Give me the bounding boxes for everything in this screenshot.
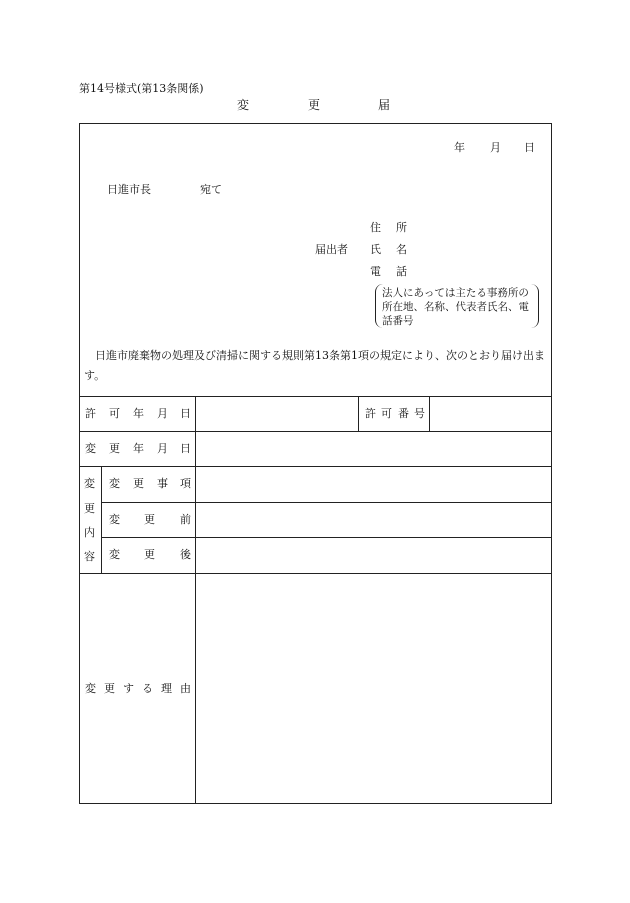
change-date-char-2: 更 (109, 442, 120, 455)
after-change-char-2: 更 (144, 548, 155, 561)
address-label-char-2: 所 (396, 221, 407, 234)
permit-number-char-2: 可 (381, 407, 392, 420)
date-month: 月 (490, 141, 501, 154)
change-content-char-1: 変 (84, 477, 95, 490)
permit-date-char-5: 日 (180, 407, 191, 420)
name-label-char-2: 名 (396, 243, 407, 256)
after-change-char-3: 後 (180, 548, 191, 561)
table-line-6 (79, 573, 552, 574)
table-col-permit-no-left (358, 396, 359, 431)
title-char-2: 更 (308, 98, 321, 112)
corporate-note: 法人にあっては主たる事務所の所在地、名称、代表者氏名、電話番号 (375, 284, 539, 328)
phone-label-char-1: 電 (370, 265, 381, 278)
reason-char-2: 更 (104, 682, 115, 695)
table-col-content (101, 466, 102, 573)
change-date-char-5: 日 (180, 442, 191, 455)
before-change-char-1: 変 (109, 513, 120, 526)
reason-char-1: 変 (85, 682, 96, 695)
table-line-3 (79, 466, 552, 467)
permit-number-char-1: 許 (365, 407, 376, 420)
reason-char-6: 由 (180, 682, 191, 695)
change-content-char-4: 容 (84, 550, 95, 563)
title-char-1: 変 (237, 98, 250, 112)
permit-date-char-3: 年 (133, 407, 144, 420)
reason-char-3: す (123, 682, 134, 695)
regulation-text: 日進市廃棄物の処理及び清掃に関する規則第13条第1項の規定により、次のとおり届け出ます。 (84, 349, 545, 382)
address-label-char-1: 住 (370, 221, 381, 234)
before-change-char-3: 前 (180, 513, 191, 526)
permit-date-char-1: 許 (85, 407, 96, 420)
table-col-permit-no-right (429, 396, 430, 431)
permit-date-char-4: 月 (157, 407, 168, 420)
form-number: 第14号様式(第13条関係) (79, 82, 204, 95)
after-change-char-1: 変 (109, 548, 120, 561)
permit-number-char-3: 番 (398, 407, 409, 420)
applicant-label: 届出者 (315, 243, 348, 256)
table-line-4 (101, 502, 552, 503)
reason-char-5: 理 (161, 682, 172, 695)
name-label-char-1: 氏 (370, 243, 381, 256)
table-line-5 (101, 537, 552, 538)
table-line-2 (79, 431, 552, 432)
date-day: 日 (524, 141, 535, 154)
change-content-char-2: 更 (84, 502, 95, 515)
change-date-char-4: 月 (157, 442, 168, 455)
table-col-label (195, 396, 196, 804)
date-year: 年 (454, 141, 465, 154)
change-item-char-1: 変 (109, 477, 120, 490)
phone-label-char-2: 話 (396, 265, 407, 278)
addressee-mayor: 日進市長 (107, 183, 151, 196)
change-date-char-1: 変 (85, 442, 96, 455)
form-frame (79, 123, 552, 804)
table-line-top (79, 396, 552, 397)
title-char-3: 届 (378, 98, 391, 112)
change-item-char-4: 項 (180, 477, 191, 490)
permit-date-char-2: 可 (109, 407, 120, 420)
change-content-char-3: 内 (84, 526, 95, 539)
addressee-suffix: 宛て (200, 183, 222, 196)
change-item-char-3: 事 (157, 477, 168, 490)
reason-char-4: る (142, 682, 153, 695)
change-date-char-3: 年 (133, 442, 144, 455)
permit-number-char-4: 号 (414, 407, 425, 420)
change-item-char-2: 更 (133, 477, 144, 490)
before-change-char-2: 更 (144, 513, 155, 526)
